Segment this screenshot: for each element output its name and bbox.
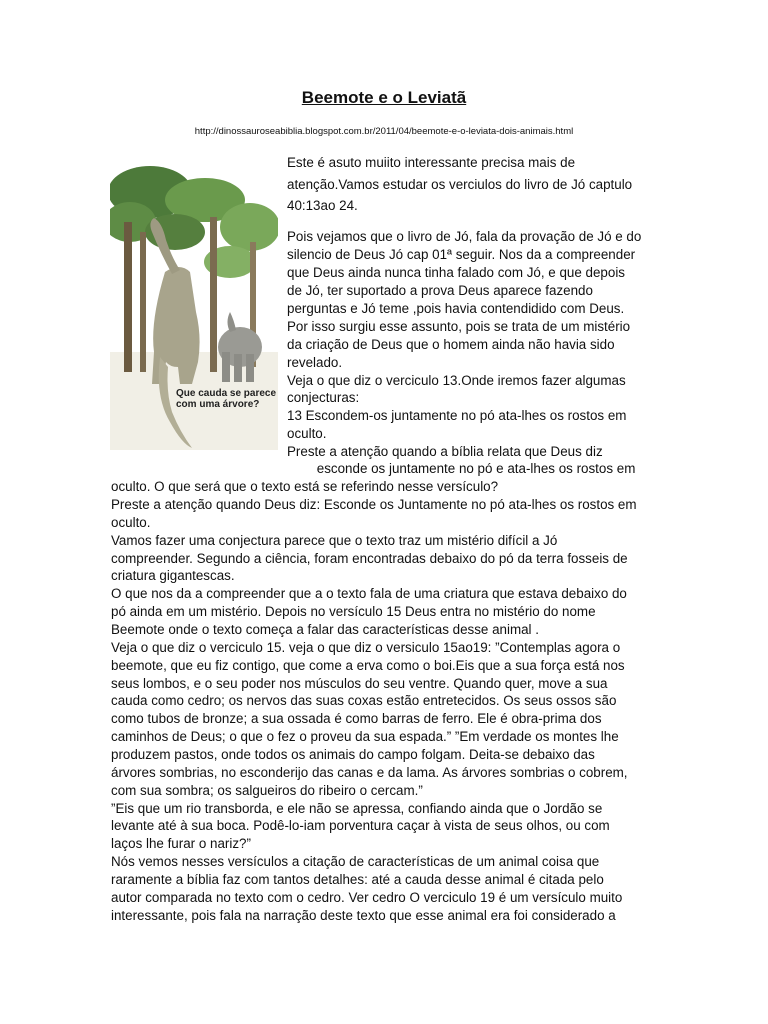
text-line: O que nos da a compreender que a o texto fala de uma criatura que estava debaixo do <box>111 586 627 601</box>
text-line: Nós vemos nesses versículos a citação de características de um animal coisa que <box>111 854 600 869</box>
source-url: http://dinossauroseabiblia.blogspot.com.br/2011/04/beemote-e-o-leviata-dois-animais.html <box>194 126 574 137</box>
text-line: Veja o que diz o verciculo 15. veja o que diz o versiculo 15ao19: ”Contemplas agora o <box>111 640 621 655</box>
text-line: oculto. O que será que o texto está se referindo nesse versículo? <box>111 479 499 494</box>
text-line: compreender. Segundo a ciência, foram encontradas debaixo do pó da terra fosseis de <box>111 551 628 566</box>
figure-caption <box>176 388 286 410</box>
text-line: seus lombos, e o seu poder nos músculos do seu ventre. Quando quer, move a sua <box>111 676 608 691</box>
text-line: conjecturas: <box>287 390 360 405</box>
text-line: pó ainda em um mistério. Depois no versículo 15 Deus entra no mistério do nome <box>111 604 596 619</box>
text-line: que Deus ainda nunca tinha falado com Jó, e que depois <box>287 265 625 280</box>
text-line: oculto. <box>111 515 151 530</box>
text-line: ”Eis que um rio transborda, e ele não se apressa, confiando ainda que o Jordão se <box>111 801 603 816</box>
text-line: da criação de Deus que o homem ainda não havia sido <box>287 337 615 352</box>
text-line: cauda como cedro; os nervos das suas coxas estão entretecidos. Os seus ossos são <box>111 693 617 708</box>
page-title: Beemote e o Leviatã <box>301 88 467 107</box>
text-line: 13 Escondem-os juntamente no pó ata-lhes os rostos em <box>287 408 627 423</box>
text-line: Preste a atenção quando Deus diz: Esconde os Juntamente no pó ata-lhes os rostos em <box>111 497 637 512</box>
text-line: beemote, que eu fiz contigo, que come a erva como o boi.Eis que a sua força está nos <box>111 658 625 673</box>
text-line: de Jó, ter suportado a prova Deus aparece fazendo <box>287 283 593 298</box>
text-line: Este é asuto muiito interessante precisa mais de <box>287 155 576 170</box>
text-line: caminhos de Deus; o que o fez o proveu da sua espada.” ”Em verdade os montes lhe <box>111 729 619 744</box>
text-line: produzem pastos, onde todos os animais do campo folgam. Deita-se debaixo das <box>111 747 595 762</box>
text-line: criatura gigantescas. <box>111 568 235 583</box>
text-line: interessante, pois fala na narração deste texto que esse animal era foi considerado a <box>111 908 616 923</box>
text-line: como tubos de bronze; a sua ossada é como barras de ferro. Ele é obra-prima dos <box>111 711 602 726</box>
text-line: Vamos fazer uma conjectura parece que o texto traz um mistério difícil a Jó <box>111 533 558 548</box>
text-line: 40:13ao 24. <box>287 198 358 213</box>
text-line: esconde os juntamente no pó e ata-lhes os rostos em <box>287 461 636 476</box>
text-line: Veja o que diz o verciculo 13.Onde iremos fazer algumas <box>287 373 626 388</box>
text-line: árvores sombrias, no esconderijo das canas e da lama. As árvores sombrias o cobrem, <box>111 765 628 780</box>
text-line: autor comparada no texto com o cedro. Ver cedro O verciculo 19 é um versículo muito <box>111 890 623 905</box>
text-line: raramente a bíblia faz com tantos detalhes: até a cauda desse animal é citada pelo <box>111 872 604 887</box>
text-line: oculto. <box>287 426 327 441</box>
text-line: atenção.Vamos estudar os verciulos do livro de Jó captulo <box>287 177 633 192</box>
text-line: silencio de Deus Jó cap 01ª seguir. Nos da a compreender <box>287 247 636 262</box>
caption-line: Que cauda se parece <box>176 388 277 399</box>
text-line: Preste a atenção quando a bíblia relata que Deus diz <box>287 444 603 459</box>
text-line: levante até à sua boca. Podê-lo-iam porventura caçar à vista de seus olhos, ou com <box>111 818 610 833</box>
text-line: revelado. <box>287 355 343 370</box>
text-line: Por isso surgiu esse assunto, pois se trata de um mistério <box>287 319 631 334</box>
text-line: perguntas e Jó teme ,pois havia contendidido com Deus. <box>287 301 625 316</box>
text-line: com sua sombra; os salgueiros do ribeiro o cercam.” <box>111 783 423 798</box>
text-line: Beemote onde o texto começa a falar das características desse animal . <box>111 622 539 637</box>
text-line: laços lhe furar o nariz?” <box>111 836 251 851</box>
caption-line: com uma árvore? <box>176 399 260 410</box>
text-line: Pois vejamos que o livro de Jó, fala da provação de Jó e do <box>287 229 642 244</box>
